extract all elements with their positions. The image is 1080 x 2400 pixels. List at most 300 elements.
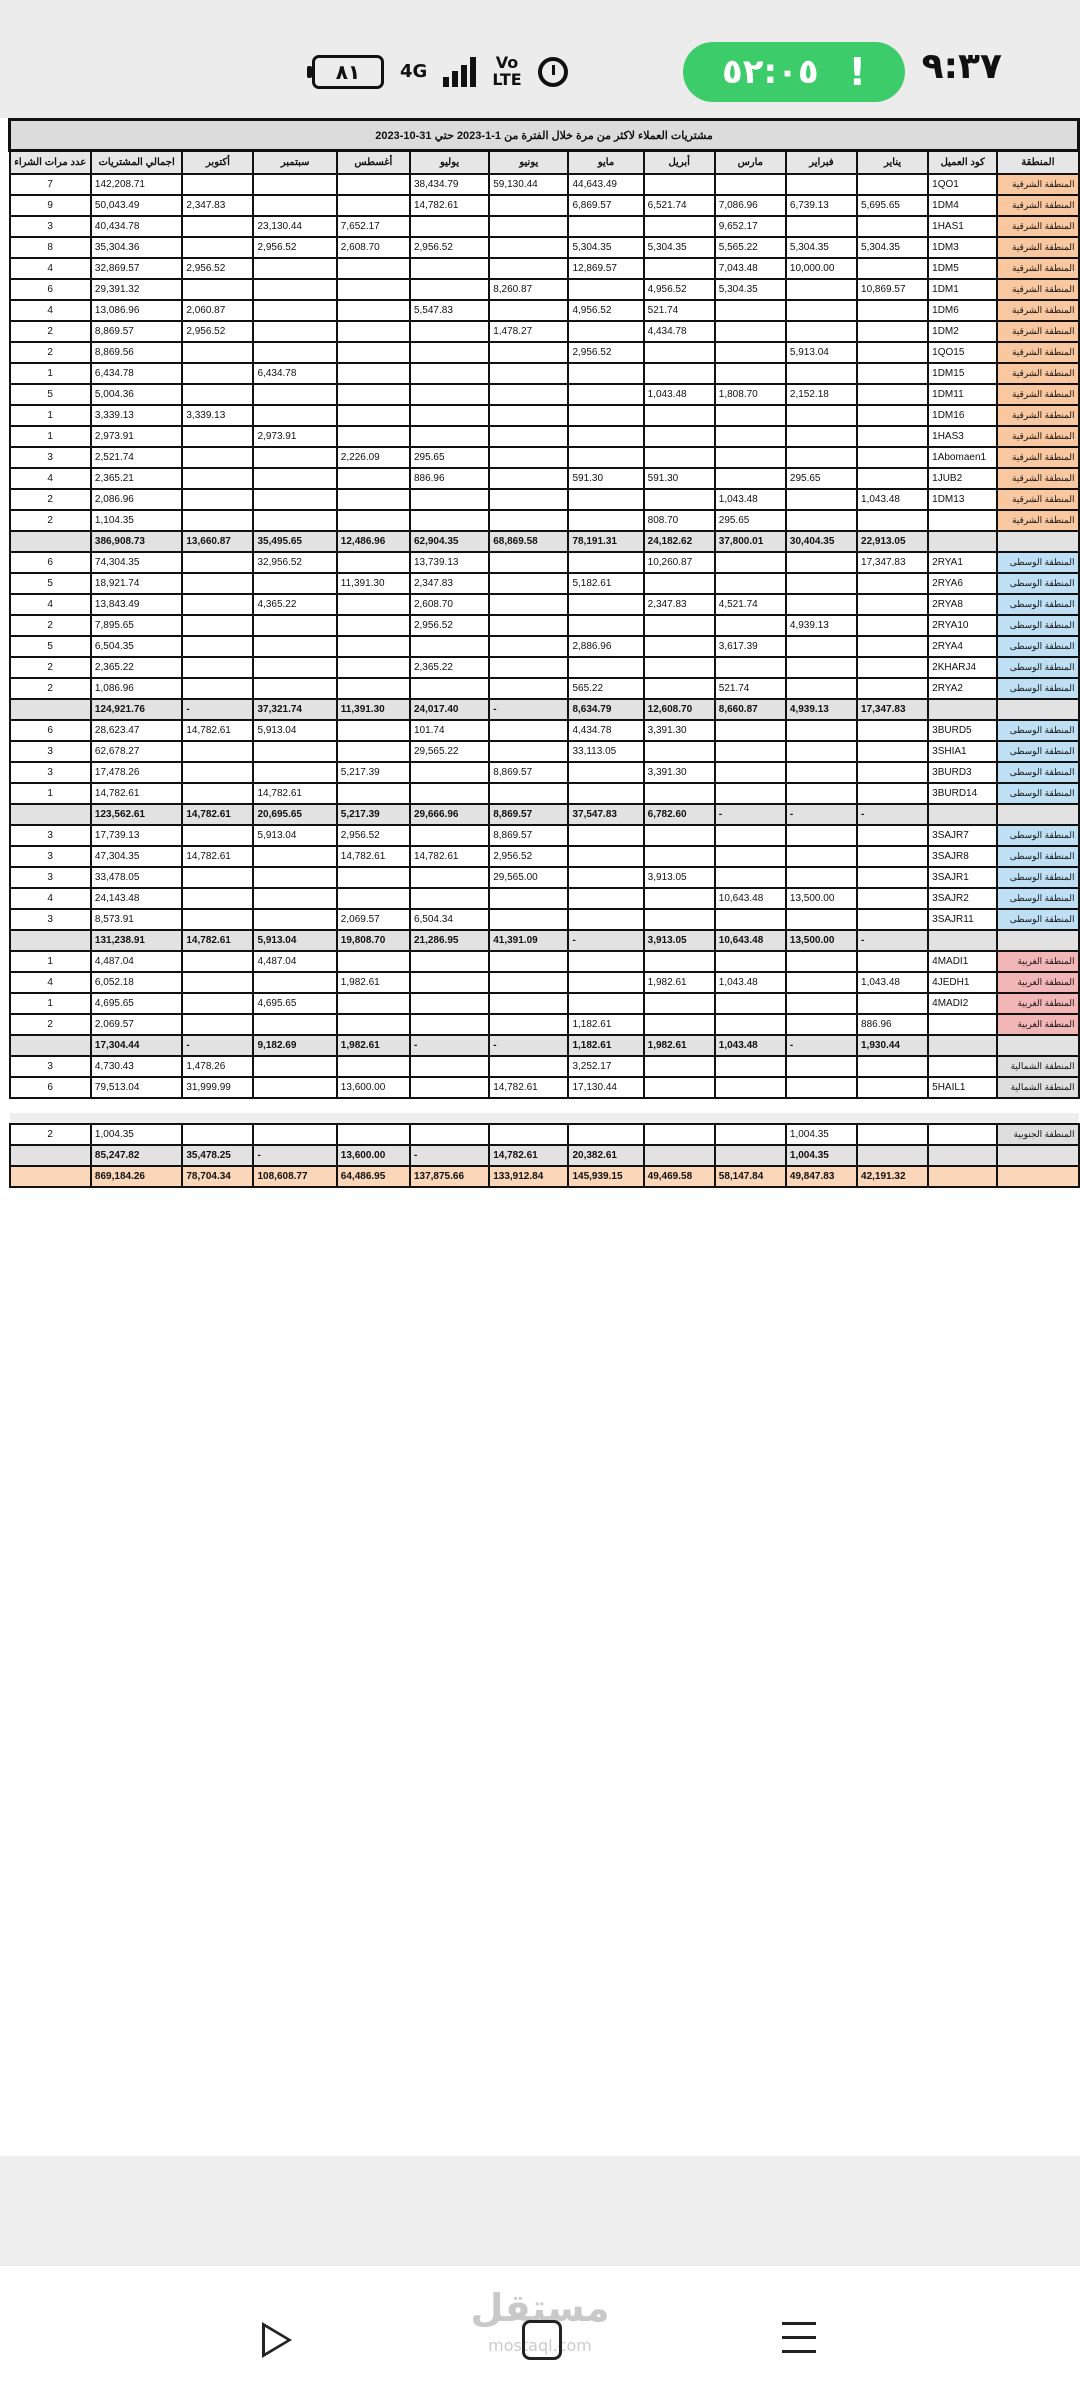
month-cell[interactable]: 1,930.44 bbox=[857, 1035, 928, 1056]
month-cell[interactable] bbox=[644, 258, 715, 279]
month-cell[interactable] bbox=[786, 300, 857, 321]
total-purchases-cell[interactable]: 3,339.13 bbox=[91, 405, 182, 426]
month-cell[interactable] bbox=[410, 783, 489, 804]
region-cell[interactable]: المنطقة الشرقية bbox=[997, 405, 1078, 426]
month-cell[interactable]: 2,069.57 bbox=[337, 909, 410, 930]
ongoing-call-pill[interactable] bbox=[683, 42, 905, 102]
month-cell[interactable]: 7,652.17 bbox=[337, 216, 410, 237]
month-cell[interactable]: 1,043.48 bbox=[715, 972, 786, 993]
purchase-count-cell[interactable] bbox=[10, 699, 91, 720]
month-cell[interactable] bbox=[182, 174, 253, 195]
total-purchases-cell[interactable]: 8,869.57 bbox=[91, 321, 182, 342]
month-cell[interactable] bbox=[857, 363, 928, 384]
month-cell[interactable]: - bbox=[182, 1035, 253, 1056]
month-cell[interactable] bbox=[786, 573, 857, 594]
month-cell[interactable]: - bbox=[857, 930, 928, 951]
month-cell[interactable] bbox=[410, 1056, 489, 1077]
month-cell[interactable] bbox=[715, 951, 786, 972]
month-cell[interactable] bbox=[857, 573, 928, 594]
customer-code-cell[interactable] bbox=[928, 1014, 997, 1035]
month-cell[interactable] bbox=[786, 720, 857, 741]
month-cell[interactable]: 4,521.74 bbox=[715, 594, 786, 615]
month-cell[interactable]: 2,886.96 bbox=[568, 636, 643, 657]
month-cell[interactable] bbox=[644, 216, 715, 237]
month-cell[interactable]: 21,286.95 bbox=[410, 930, 489, 951]
total-purchases-cell[interactable]: 62,678.27 bbox=[91, 741, 182, 762]
month-cell[interactable]: 9,182.69 bbox=[253, 1035, 336, 1056]
month-cell[interactable] bbox=[857, 678, 928, 699]
month-cell[interactable] bbox=[644, 342, 715, 363]
month-cell[interactable]: 3,391.30 bbox=[644, 762, 715, 783]
purchase-count-cell[interactable]: 2 bbox=[10, 321, 91, 342]
month-cell[interactable] bbox=[410, 258, 489, 279]
month-cell[interactable] bbox=[253, 321, 336, 342]
month-cell[interactable] bbox=[182, 972, 253, 993]
total-purchases-cell[interactable]: 142,208.71 bbox=[91, 174, 182, 195]
month-cell[interactable]: 11,391.30 bbox=[337, 699, 410, 720]
customer-code-cell[interactable] bbox=[928, 1035, 997, 1056]
purchase-count-cell[interactable]: 1 bbox=[10, 426, 91, 447]
month-cell[interactable] bbox=[253, 678, 336, 699]
total-purchases-cell[interactable]: 50,043.49 bbox=[91, 195, 182, 216]
month-cell[interactable] bbox=[253, 846, 336, 867]
month-cell[interactable] bbox=[857, 720, 928, 741]
month-cell[interactable]: 32,956.52 bbox=[253, 552, 336, 573]
month-cell[interactable] bbox=[644, 636, 715, 657]
month-cell[interactable] bbox=[337, 174, 410, 195]
customer-code-cell[interactable]: 1JUB2 bbox=[928, 468, 997, 489]
purchase-count-cell[interactable]: 1 bbox=[10, 951, 91, 972]
month-cell[interactable] bbox=[182, 216, 253, 237]
purchase-count-cell[interactable]: 6 bbox=[10, 279, 91, 300]
month-cell[interactable] bbox=[715, 468, 786, 489]
total-purchases-cell[interactable]: 29,391.32 bbox=[91, 279, 182, 300]
month-cell[interactable]: 6,739.13 bbox=[786, 195, 857, 216]
month-cell[interactable] bbox=[182, 741, 253, 762]
region-cell[interactable]: المنطقة الشرقية bbox=[997, 426, 1078, 447]
month-cell[interactable] bbox=[182, 888, 253, 909]
month-cell[interactable]: 5,304.35 bbox=[644, 237, 715, 258]
customer-code-cell[interactable]: 4MADI1 bbox=[928, 951, 997, 972]
month-cell[interactable] bbox=[857, 426, 928, 447]
purchase-count-cell[interactable]: 3 bbox=[10, 825, 91, 846]
month-cell[interactable] bbox=[253, 258, 336, 279]
month-cell[interactable] bbox=[489, 195, 568, 216]
month-cell[interactable] bbox=[857, 216, 928, 237]
region-cell[interactable] bbox=[997, 930, 1078, 951]
month-cell[interactable] bbox=[410, 384, 489, 405]
region-cell[interactable]: المنطقة الوسطى bbox=[997, 573, 1078, 594]
customer-code-cell[interactable]: 1QO15 bbox=[928, 342, 997, 363]
month-cell[interactable] bbox=[786, 321, 857, 342]
region-cell[interactable]: المنطقة الوسطى bbox=[997, 846, 1078, 867]
month-cell[interactable] bbox=[182, 783, 253, 804]
month-cell[interactable] bbox=[857, 174, 928, 195]
customer-code-cell[interactable]: 3BURD3 bbox=[928, 762, 997, 783]
month-cell[interactable]: 23,130.44 bbox=[253, 216, 336, 237]
month-cell[interactable] bbox=[715, 405, 786, 426]
customer-code-cell[interactable]: 2RYA2 bbox=[928, 678, 997, 699]
purchase-count-cell[interactable]: 5 bbox=[10, 384, 91, 405]
month-cell[interactable] bbox=[337, 1056, 410, 1077]
total-purchases-cell[interactable]: 6,434.78 bbox=[91, 363, 182, 384]
month-cell[interactable] bbox=[253, 1124, 336, 1145]
month-cell[interactable]: 14,782.61 bbox=[182, 720, 253, 741]
customer-code-cell[interactable] bbox=[928, 930, 997, 951]
month-cell[interactable] bbox=[410, 405, 489, 426]
purchase-count-cell[interactable]: 8 bbox=[10, 237, 91, 258]
month-cell[interactable] bbox=[786, 174, 857, 195]
month-cell[interactable] bbox=[857, 909, 928, 930]
month-cell[interactable] bbox=[489, 237, 568, 258]
month-cell[interactable] bbox=[489, 636, 568, 657]
month-cell[interactable] bbox=[253, 867, 336, 888]
month-cell[interactable] bbox=[253, 384, 336, 405]
month-cell[interactable]: 14,782.61 bbox=[182, 804, 253, 825]
month-cell[interactable]: 17,130.44 bbox=[568, 1077, 643, 1098]
month-cell[interactable]: 101.74 bbox=[410, 720, 489, 741]
month-cell[interactable] bbox=[410, 993, 489, 1014]
month-cell[interactable]: 521.74 bbox=[644, 300, 715, 321]
month-cell[interactable]: 31,999.99 bbox=[182, 1077, 253, 1098]
total-purchases-cell[interactable]: 124,921.76 bbox=[91, 699, 182, 720]
month-cell[interactable]: 5,304.35 bbox=[786, 237, 857, 258]
month-cell[interactable]: 37,800.01 bbox=[715, 531, 786, 552]
month-cell[interactable]: 8,634.79 bbox=[568, 699, 643, 720]
month-cell[interactable]: 1,043.48 bbox=[715, 489, 786, 510]
month-cell[interactable] bbox=[568, 657, 643, 678]
month-cell[interactable] bbox=[786, 678, 857, 699]
month-cell[interactable]: 14,782.61 bbox=[410, 846, 489, 867]
month-cell[interactable] bbox=[568, 951, 643, 972]
month-cell[interactable] bbox=[337, 783, 410, 804]
month-cell[interactable]: 8,869.57 bbox=[489, 762, 568, 783]
month-cell[interactable] bbox=[489, 993, 568, 1014]
month-cell[interactable] bbox=[568, 279, 643, 300]
month-cell[interactable] bbox=[253, 510, 336, 531]
month-cell[interactable] bbox=[857, 825, 928, 846]
month-cell[interactable]: 41,391.09 bbox=[489, 930, 568, 951]
month-cell[interactable] bbox=[182, 867, 253, 888]
month-cell[interactable] bbox=[568, 363, 643, 384]
month-cell[interactable]: 3,339.13 bbox=[182, 405, 253, 426]
purchase-count-cell[interactable]: 4 bbox=[10, 468, 91, 489]
customer-code-cell[interactable]: 1QO1 bbox=[928, 174, 997, 195]
month-cell[interactable] bbox=[857, 1124, 928, 1145]
month-cell[interactable] bbox=[644, 1056, 715, 1077]
month-cell[interactable]: 3,391.30 bbox=[644, 720, 715, 741]
region-cell[interactable]: المنطقة الجنوبية bbox=[997, 1124, 1078, 1145]
month-cell[interactable]: 62,904.35 bbox=[410, 531, 489, 552]
purchase-count-cell[interactable]: 6 bbox=[10, 1077, 91, 1098]
total-purchases-cell[interactable]: 14,782.61 bbox=[91, 783, 182, 804]
total-purchases-cell[interactable]: 2,973.91 bbox=[91, 426, 182, 447]
month-cell[interactable]: - bbox=[253, 1145, 336, 1166]
total-purchases-cell[interactable]: 2,521.74 bbox=[91, 447, 182, 468]
month-cell[interactable]: 6,869.57 bbox=[568, 195, 643, 216]
region-cell[interactable]: المنطقة الوسطى bbox=[997, 615, 1078, 636]
month-cell[interactable] bbox=[786, 909, 857, 930]
month-cell[interactable] bbox=[786, 216, 857, 237]
month-cell[interactable] bbox=[644, 1124, 715, 1145]
customer-code-cell[interactable]: 1DM5 bbox=[928, 258, 997, 279]
purchase-count-cell[interactable]: 3 bbox=[10, 846, 91, 867]
month-cell[interactable]: 2,347.83 bbox=[182, 195, 253, 216]
region-cell[interactable] bbox=[997, 531, 1078, 552]
month-cell[interactable] bbox=[337, 300, 410, 321]
month-cell[interactable]: 808.70 bbox=[644, 510, 715, 531]
month-cell[interactable] bbox=[644, 573, 715, 594]
total-purchases-cell[interactable]: 28,623.47 bbox=[91, 720, 182, 741]
month-cell[interactable] bbox=[253, 300, 336, 321]
month-cell[interactable]: 3,252.17 bbox=[568, 1056, 643, 1077]
purchase-count-cell[interactable]: 7 bbox=[10, 174, 91, 195]
month-cell[interactable] bbox=[182, 468, 253, 489]
customer-code-cell[interactable] bbox=[928, 1124, 997, 1145]
month-cell[interactable] bbox=[715, 174, 786, 195]
total-purchases-cell[interactable]: 5,004.36 bbox=[91, 384, 182, 405]
region-cell[interactable]: المنطقة الوسطى bbox=[997, 867, 1078, 888]
month-cell[interactable] bbox=[857, 1145, 928, 1166]
region-cell[interactable]: المنطقة الشرقية bbox=[997, 216, 1078, 237]
purchase-count-cell[interactable]: 2 bbox=[10, 510, 91, 531]
month-cell[interactable] bbox=[253, 1056, 336, 1077]
month-cell[interactable] bbox=[253, 489, 336, 510]
month-cell[interactable]: 12,486.96 bbox=[337, 531, 410, 552]
month-cell[interactable] bbox=[337, 867, 410, 888]
region-cell[interactable]: المنطقة الشرقية bbox=[997, 321, 1078, 342]
customer-code-cell[interactable] bbox=[928, 804, 997, 825]
month-cell[interactable] bbox=[786, 657, 857, 678]
month-cell[interactable]: 1,182.61 bbox=[568, 1035, 643, 1056]
total-purchases-cell[interactable]: 79,513.04 bbox=[91, 1077, 182, 1098]
customer-code-cell[interactable] bbox=[928, 510, 997, 531]
month-cell[interactable] bbox=[644, 174, 715, 195]
month-cell[interactable]: 2,956.52 bbox=[410, 237, 489, 258]
month-cell[interactable] bbox=[644, 909, 715, 930]
region-cell[interactable]: المنطقة الشمالية bbox=[997, 1077, 1078, 1098]
month-cell[interactable] bbox=[489, 468, 568, 489]
month-cell[interactable]: 49,469.58 bbox=[644, 1166, 715, 1187]
month-cell[interactable]: 12,608.70 bbox=[644, 699, 715, 720]
month-cell[interactable]: 5,217.39 bbox=[337, 804, 410, 825]
region-cell[interactable]: المنطقة الشرقية bbox=[997, 300, 1078, 321]
purchase-count-cell[interactable]: 4 bbox=[10, 888, 91, 909]
month-cell[interactable] bbox=[253, 447, 336, 468]
month-cell[interactable]: 13,660.87 bbox=[182, 531, 253, 552]
month-cell[interactable] bbox=[568, 405, 643, 426]
month-cell[interactable]: 1,478.26 bbox=[182, 1056, 253, 1077]
region-cell[interactable]: المنطقة الشرقية bbox=[997, 363, 1078, 384]
region-cell[interactable] bbox=[997, 1145, 1078, 1166]
month-cell[interactable]: - bbox=[410, 1145, 489, 1166]
region-cell[interactable] bbox=[997, 1166, 1078, 1187]
month-cell[interactable] bbox=[715, 447, 786, 468]
month-cell[interactable]: 14,782.61 bbox=[182, 846, 253, 867]
month-cell[interactable]: 37,321.74 bbox=[253, 699, 336, 720]
month-cell[interactable] bbox=[337, 426, 410, 447]
month-cell[interactable] bbox=[253, 468, 336, 489]
month-cell[interactable] bbox=[489, 489, 568, 510]
month-cell[interactable] bbox=[253, 573, 336, 594]
month-cell[interactable]: 2,608.70 bbox=[337, 237, 410, 258]
month-cell[interactable] bbox=[644, 1014, 715, 1035]
month-cell[interactable]: 4,956.52 bbox=[568, 300, 643, 321]
month-cell[interactable] bbox=[715, 426, 786, 447]
total-purchases-cell[interactable]: 32,869.57 bbox=[91, 258, 182, 279]
month-cell[interactable]: 2,956.52 bbox=[182, 258, 253, 279]
month-cell[interactable] bbox=[786, 279, 857, 300]
month-cell[interactable] bbox=[786, 867, 857, 888]
month-cell[interactable]: 5,913.04 bbox=[786, 342, 857, 363]
month-cell[interactable]: 6,782.60 bbox=[644, 804, 715, 825]
month-cell[interactable] bbox=[568, 1124, 643, 1145]
month-cell[interactable]: - bbox=[568, 930, 643, 951]
month-cell[interactable] bbox=[337, 363, 410, 384]
month-cell[interactable] bbox=[182, 363, 253, 384]
month-cell[interactable] bbox=[715, 657, 786, 678]
month-cell[interactable]: 10,260.87 bbox=[644, 552, 715, 573]
month-cell[interactable]: 1,808.70 bbox=[715, 384, 786, 405]
month-cell[interactable]: 29,565.22 bbox=[410, 741, 489, 762]
month-cell[interactable] bbox=[857, 636, 928, 657]
month-cell[interactable] bbox=[182, 1014, 253, 1035]
region-cell[interactable]: المنطقة الغربية bbox=[997, 1014, 1078, 1035]
purchase-count-cell[interactable]: 5 bbox=[10, 573, 91, 594]
month-cell[interactable] bbox=[715, 1056, 786, 1077]
month-cell[interactable]: 64,486.95 bbox=[337, 1166, 410, 1187]
month-cell[interactable]: 14,782.61 bbox=[410, 195, 489, 216]
total-purchases-cell[interactable]: 386,908.73 bbox=[91, 531, 182, 552]
month-cell[interactable] bbox=[568, 426, 643, 447]
region-cell[interactable]: المنطقة الوسطى bbox=[997, 888, 1078, 909]
month-cell[interactable]: 58,147.84 bbox=[715, 1166, 786, 1187]
month-cell[interactable]: 5,547.83 bbox=[410, 300, 489, 321]
month-cell[interactable] bbox=[253, 174, 336, 195]
month-cell[interactable]: - bbox=[857, 804, 928, 825]
total-purchases-cell[interactable]: 2,365.21 bbox=[91, 468, 182, 489]
month-cell[interactable] bbox=[568, 447, 643, 468]
total-purchases-cell[interactable]: 17,478.26 bbox=[91, 762, 182, 783]
month-cell[interactable] bbox=[568, 909, 643, 930]
month-cell[interactable] bbox=[715, 867, 786, 888]
purchase-count-cell[interactable]: 1 bbox=[10, 993, 91, 1014]
purchase-count-cell[interactable]: 4 bbox=[10, 300, 91, 321]
purchase-count-cell[interactable]: 3 bbox=[10, 447, 91, 468]
month-cell[interactable] bbox=[568, 993, 643, 1014]
month-cell[interactable] bbox=[568, 783, 643, 804]
total-purchases-cell[interactable]: 1,086.96 bbox=[91, 678, 182, 699]
customer-code-cell[interactable]: 3SAJR7 bbox=[928, 825, 997, 846]
region-cell[interactable]: المنطقة الشرقية bbox=[997, 342, 1078, 363]
total-purchases-cell[interactable]: 8,573.91 bbox=[91, 909, 182, 930]
month-cell[interactable] bbox=[857, 258, 928, 279]
month-cell[interactable] bbox=[253, 636, 336, 657]
month-cell[interactable]: 8,869.57 bbox=[489, 825, 568, 846]
month-cell[interactable] bbox=[786, 363, 857, 384]
purchase-count-cell[interactable]: 4 bbox=[10, 258, 91, 279]
month-cell[interactable] bbox=[644, 825, 715, 846]
total-purchases-cell[interactable]: 13,086.96 bbox=[91, 300, 182, 321]
month-cell[interactable] bbox=[182, 615, 253, 636]
month-cell[interactable] bbox=[182, 510, 253, 531]
month-cell[interactable]: 2,956.52 bbox=[337, 825, 410, 846]
month-cell[interactable]: 10,643.48 bbox=[715, 930, 786, 951]
total-purchases-cell[interactable]: 13,843.49 bbox=[91, 594, 182, 615]
purchase-count-cell[interactable]: 3 bbox=[10, 762, 91, 783]
month-cell[interactable] bbox=[182, 636, 253, 657]
month-cell[interactable]: 24,182.62 bbox=[644, 531, 715, 552]
month-cell[interactable] bbox=[410, 951, 489, 972]
month-cell[interactable] bbox=[857, 1077, 928, 1098]
region-cell[interactable]: المنطقة الشرقية bbox=[997, 510, 1078, 531]
month-cell[interactable] bbox=[489, 888, 568, 909]
month-cell[interactable] bbox=[337, 405, 410, 426]
month-cell[interactable] bbox=[182, 426, 253, 447]
month-cell[interactable]: 1,043.48 bbox=[857, 489, 928, 510]
month-cell[interactable] bbox=[786, 762, 857, 783]
month-cell[interactable]: 4,695.65 bbox=[253, 993, 336, 1014]
month-cell[interactable] bbox=[644, 888, 715, 909]
month-cell[interactable] bbox=[715, 321, 786, 342]
month-cell[interactable] bbox=[410, 972, 489, 993]
total-purchases-cell[interactable]: 131,238.91 bbox=[91, 930, 182, 951]
month-cell[interactable] bbox=[715, 741, 786, 762]
month-cell[interactable] bbox=[644, 363, 715, 384]
region-cell[interactable]: المنطقة الشرقية bbox=[997, 237, 1078, 258]
month-cell[interactable] bbox=[337, 951, 410, 972]
region-cell[interactable]: المنطقة الشرقية bbox=[997, 447, 1078, 468]
purchase-count-cell[interactable]: 2 bbox=[10, 489, 91, 510]
month-cell[interactable]: 295.65 bbox=[786, 468, 857, 489]
month-cell[interactable] bbox=[337, 195, 410, 216]
month-cell[interactable]: - bbox=[489, 699, 568, 720]
month-cell[interactable] bbox=[786, 636, 857, 657]
month-cell[interactable] bbox=[644, 846, 715, 867]
total-purchases-cell[interactable]: 33,478.05 bbox=[91, 867, 182, 888]
month-cell[interactable] bbox=[715, 1124, 786, 1145]
month-cell[interactable] bbox=[337, 258, 410, 279]
month-cell[interactable]: 12,869.57 bbox=[568, 258, 643, 279]
month-cell[interactable]: - bbox=[715, 804, 786, 825]
month-cell[interactable] bbox=[182, 552, 253, 573]
month-cell[interactable] bbox=[786, 846, 857, 867]
month-cell[interactable]: 591.30 bbox=[568, 468, 643, 489]
month-cell[interactable] bbox=[715, 762, 786, 783]
month-cell[interactable]: 59,130.44 bbox=[489, 174, 568, 195]
month-cell[interactable]: 3,617.39 bbox=[715, 636, 786, 657]
customer-code-cell[interactable]: 2RYA1 bbox=[928, 552, 997, 573]
month-cell[interactable] bbox=[337, 678, 410, 699]
month-cell[interactable]: - bbox=[410, 1035, 489, 1056]
customer-code-cell[interactable]: 2RYA6 bbox=[928, 573, 997, 594]
customer-code-cell[interactable]: 2KHARJ4 bbox=[928, 657, 997, 678]
month-cell[interactable]: 14,782.61 bbox=[253, 783, 336, 804]
month-cell[interactable]: 1,982.61 bbox=[644, 972, 715, 993]
month-cell[interactable] bbox=[568, 615, 643, 636]
month-cell[interactable]: 295.65 bbox=[715, 510, 786, 531]
month-cell[interactable]: - bbox=[182, 699, 253, 720]
month-cell[interactable]: 4,956.52 bbox=[644, 279, 715, 300]
customer-code-cell[interactable]: 3SHIA1 bbox=[928, 741, 997, 762]
month-cell[interactable] bbox=[786, 489, 857, 510]
month-cell[interactable] bbox=[337, 489, 410, 510]
month-cell[interactable] bbox=[715, 342, 786, 363]
month-cell[interactable] bbox=[786, 825, 857, 846]
month-cell[interactable]: 5,913.04 bbox=[253, 825, 336, 846]
month-cell[interactable] bbox=[337, 342, 410, 363]
month-cell[interactable] bbox=[786, 741, 857, 762]
